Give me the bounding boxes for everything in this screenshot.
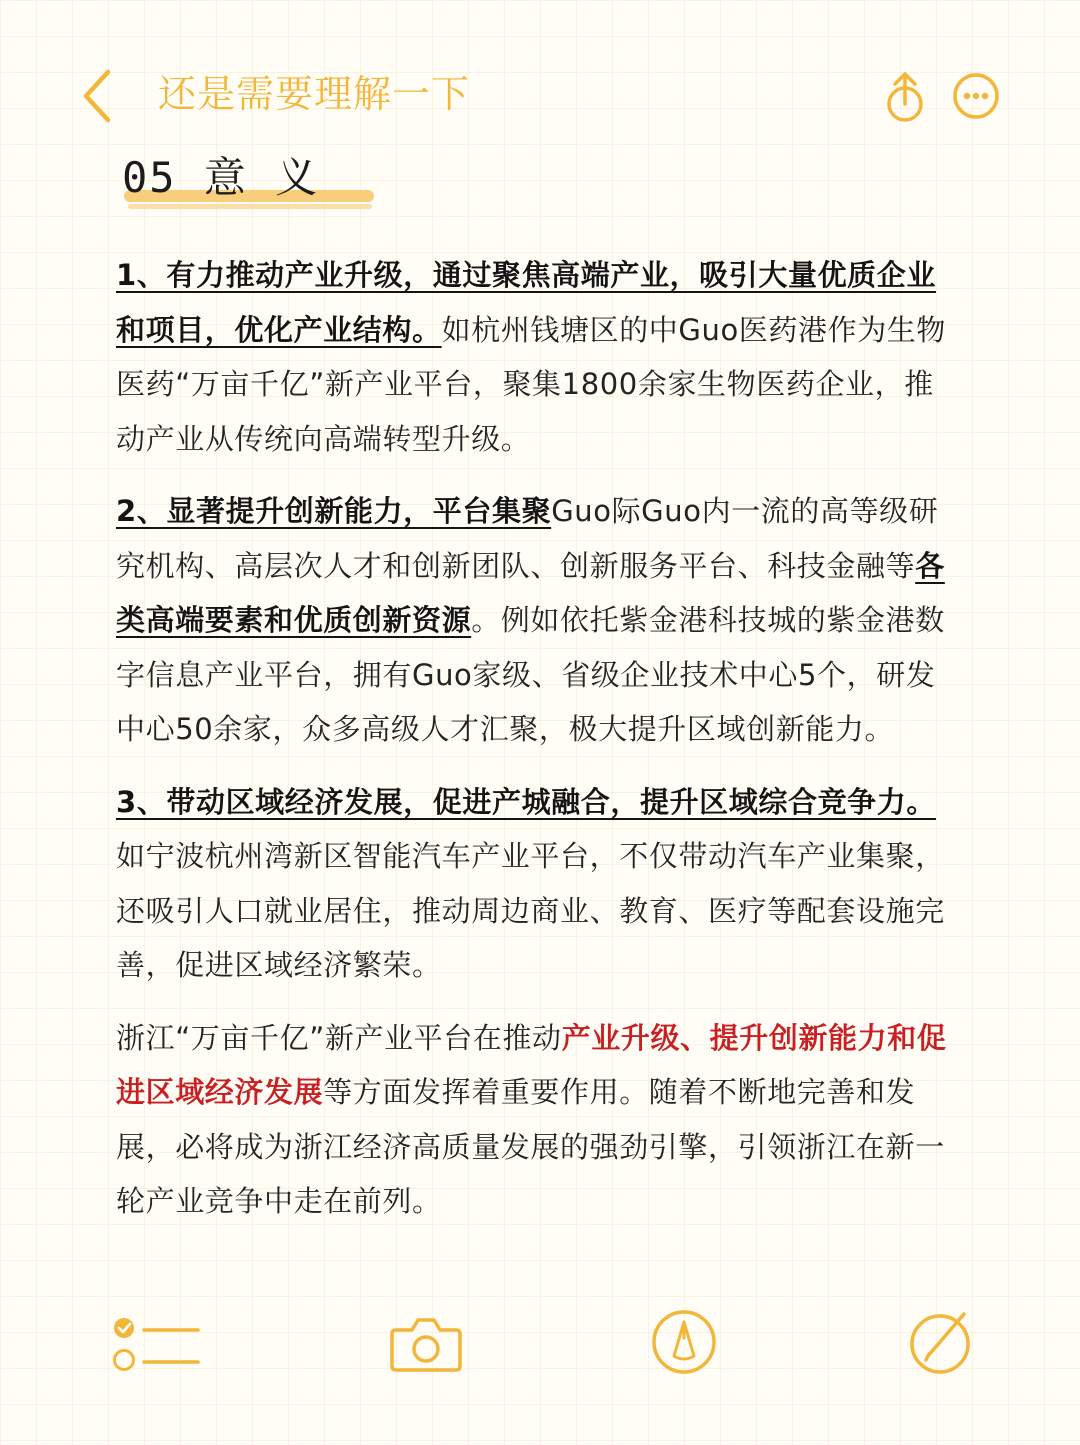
note-body (116, 248, 952, 1247)
paragraph-2 (116, 484, 952, 757)
paragraph-3 (116, 775, 952, 993)
bottom-toolbar (0, 1300, 1080, 1390)
paragraph-4-text-1: 浙江“万亩千亿”新产业平台在推动 (116, 1020, 562, 1055)
paragraph-1-text: 如杭州钱塘区的中Guo医药港作为生物医药“万亩千亿”新产业平台，聚集1800余家生物医药企业，推动产业从传统向高端转型升级。 (116, 312, 947, 456)
section-title: 05 意 义 (122, 153, 320, 202)
more-icon[interactable] (952, 72, 1000, 120)
compose-icon[interactable] (906, 1308, 974, 1380)
camera-icon[interactable] (388, 1314, 464, 1378)
paragraph-2-emphasis-2: 各类高端要素和优质创新资源 (116, 548, 945, 637)
note-title: 还是需要理解一下 (158, 72, 471, 116)
paragraph-2-text-2: 。例如依托紫金港科技城的紫金港数字信息产业平台，拥有Guo家级、省级企业技术中心5个，研发中心50余家，众多高级人才汇聚，极大提升区域创新能力。 (116, 603, 945, 746)
paragraph-1 (116, 248, 952, 466)
paragraph-4 (116, 1011, 952, 1229)
paragraph-4-highlight: 产业升级、提升创新能力和促进区域经济发展 (116, 1020, 947, 1109)
checklist-icon[interactable] (112, 1314, 202, 1380)
pen-tip-icon[interactable] (650, 1308, 718, 1380)
paragraph-3-text: 如宁波杭州湾新区智能汽车产业平台，不仅带动汽车产业集聚，还吸引人口就业居住，推动周边商业、教育、医疗等配套设施完善，促进区域经济繁荣。 (116, 839, 945, 982)
paragraph-2-text-1: Guo际Guo内一流的高等级研究机构、高层次人才和创新团队、创新服务平台、科技金融等 (116, 494, 939, 583)
share-icon[interactable] (880, 66, 930, 126)
paragraph-4-text-2: 等方面发挥着重要作用。随着不断地完善和发展，必将成为浙江经济高质量发展的强劲引擎，引领浙江在新一轮产业竞争中走在前列。 (116, 1075, 945, 1218)
title-highlight-underline (128, 204, 372, 209)
paragraph-2-emphasis: 2、显著提升创新能力，平台集聚 (116, 494, 552, 528)
chevron-left-icon[interactable] (74, 64, 122, 124)
paragraph-1-emphasis: 1、有力推动产业升级，通过聚焦高端产业，吸引大量优质企业和项目，优化产业结构。 (116, 258, 936, 347)
paragraph-3-emphasis: 3、带动区域经济发展，促进产城融合，提升区域综合竞争力。 (116, 784, 936, 819)
section-heading (122, 150, 382, 220)
navigation-bar (0, 58, 1080, 138)
